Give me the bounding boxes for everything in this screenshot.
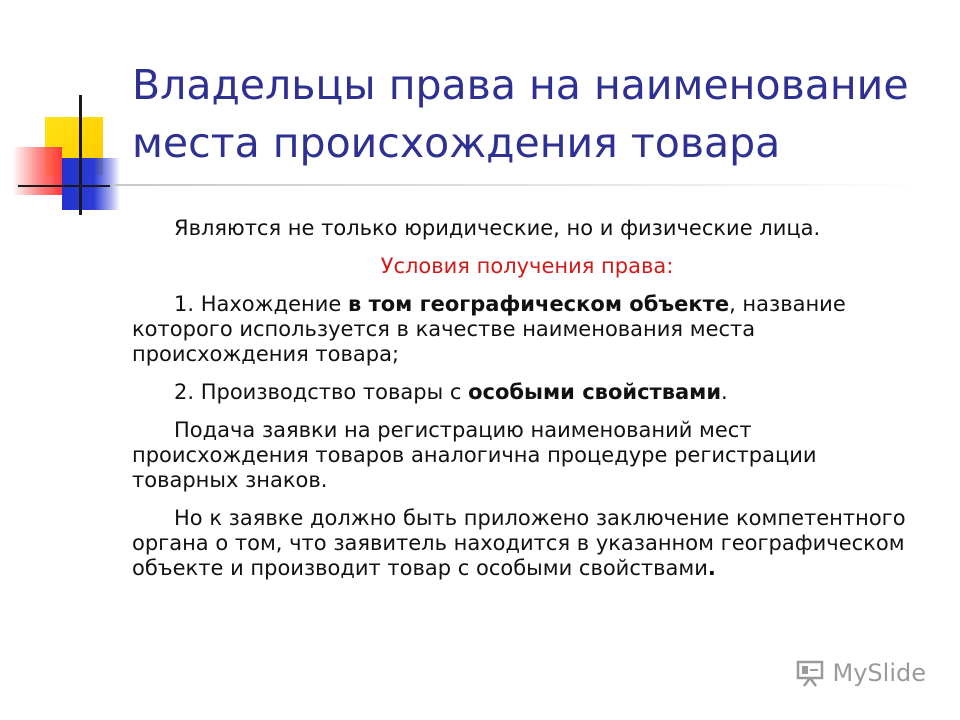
paragraph-conclusion	[132, 506, 922, 581]
condition-1-prefix: 1. Нахождение	[174, 292, 348, 316]
paragraph-condition-1	[132, 292, 922, 367]
presentation-board-icon	[795, 659, 825, 687]
watermark-text: MySlide	[832, 659, 926, 687]
paragraph-application: Подача заявки на регистрацию наименований мест происхождения товаров аналогична процедуре регистрации товарных знаков.	[132, 418, 817, 492]
condition-2-prefix: 2. Производство товары с	[174, 380, 469, 404]
condition-2-suffix: .	[721, 380, 728, 404]
slide-body	[132, 216, 922, 594]
paragraph-condition-2	[132, 380, 922, 405]
slide-title: Владельцы права на наименование места происхождения товара	[132, 61, 909, 167]
conclusion-period: .	[707, 556, 716, 580]
conditions-heading: Условия получения права:	[380, 254, 674, 278]
paragraph-1: Являются не только юридические, но и физические лица.	[174, 216, 821, 240]
red-square	[12, 147, 62, 195]
condition-1-suffix: , название которого используется в качестве наименования места происхождения товара;	[132, 292, 846, 366]
horizontal-line	[18, 185, 110, 187]
watermark	[795, 656, 926, 690]
vertical-line	[79, 95, 82, 215]
condition-1-bold: в том географическом объекте	[347, 292, 730, 316]
conclusion-text: Но к заявке должно быть приложено заключение компетентного органа о том, что заявитель находится в указанном географическом объекте и производит товар с особыми свойствами	[132, 506, 906, 580]
condition-2-bold: особыми свойствами	[468, 380, 722, 404]
title-divider	[112, 184, 932, 186]
corner-decoration	[0, 95, 140, 225]
